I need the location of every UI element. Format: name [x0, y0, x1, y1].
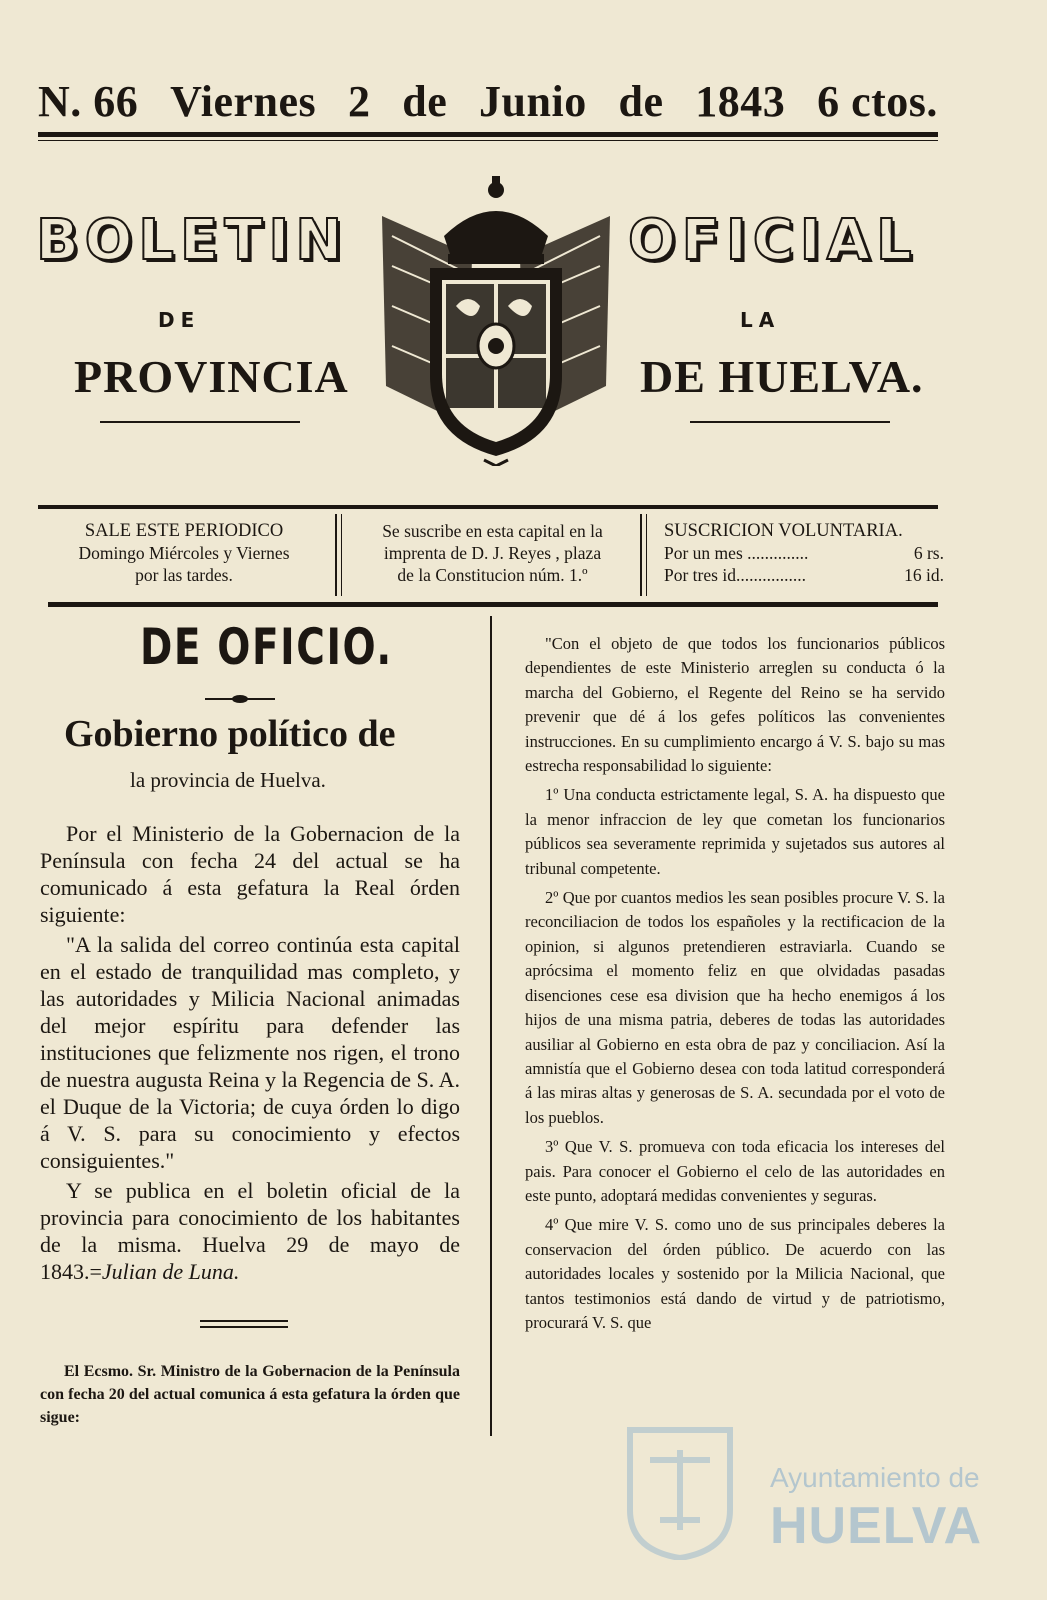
- right-paragraph-1: "Con el objeto de que todos los funcionarios públicos dependientes de este Ministerio arreglen su conducta ó la marcha del Gobierno, el Regente del Reino se ha servido prevenir que dé á los gefes políticos las convenientes instrucciones. En su cumplimiento encargo á V. S. bajo su mas estrecha responsabilidad lo siguiente:: [525, 634, 945, 776]
- coat-of-arms-icon: [372, 176, 620, 466]
- right-paragraph-4: 3º Que V. S. promueva con toda eficacia los intereses del pais. Para conocer el Gobierno el celo de las autoridades en este punto, adoptará medidas convenientes y seguras.: [525, 1137, 945, 1205]
- watermark-line-1: Ayuntamiento de: [770, 1462, 980, 1493]
- article-signature: Julian de Luna.: [101, 1259, 240, 1284]
- issue-de-1: de: [402, 77, 448, 126]
- info-price-row-1-value: 6 rs.: [913, 543, 944, 563]
- header-rule-thick: [38, 132, 938, 137]
- issue-month: Junio: [479, 77, 587, 126]
- left-separator-1: [200, 1320, 288, 1322]
- article-paragraph-3-text: Y se publica en el boletin oficial de la provincia para conocimiento de los habitantes de la misma. Huelva 29 de mayo de 1843.=: [40, 1178, 460, 1284]
- issue-year: 1843: [695, 77, 786, 126]
- article-title: Gobierno político de: [64, 713, 396, 755]
- masthead-small-right: LA: [740, 308, 781, 332]
- masthead-small-left: DE: [158, 308, 201, 332]
- info-price-title: SUSCRICION VOLUNTARIA.: [664, 521, 903, 541]
- left-separator-2: [200, 1326, 288, 1328]
- issue-price: 6 ctos.: [817, 77, 938, 126]
- info-schedule-line-3: por las tardes.: [135, 565, 233, 585]
- info-box-schedule: [44, 520, 324, 586]
- masthead-provincia: PROVINCIA: [74, 351, 349, 402]
- article-paragraph-3: [40, 1177, 460, 1285]
- right-paragraph-5: 4º Que mire V. S. como uno de sus principales deberes la conservacion del órden público. De acuerdo con las autoridades locales y sostenido por la Milicia Nacional, que tantos testimonios está dando de virtud y de patriotismo, procurará V. S. que: [525, 1215, 945, 1332]
- masthead-word-left: BOLETIN: [36, 208, 349, 273]
- article-paragraph-1: Por el Ministerio de la Gobernacion de la Península con fecha 24 del actual se ha comunicado á esta gefatura la Real órden siguiente:: [40, 821, 460, 927]
- info-subscribe-line-1: Se suscribe en esta capital en la: [382, 521, 603, 541]
- column-divider: [490, 616, 492, 1436]
- info-subscribe-line-3: de la Constitucion núm. 1.º: [397, 565, 588, 585]
- masthead-rule-left: [100, 421, 300, 423]
- right-paragraph-2: 1º Una conducta estrictamente legal, S. A. ha dispuesto que la menor infraccion de ley que cometan los funcionarios públicos sea severamente reprimida y sujetados sus autores al tribunal competente.: [525, 785, 945, 878]
- info-price-row-1-label: Por un mes ..............: [664, 543, 809, 563]
- issue-weekday: Viernes: [170, 77, 317, 126]
- article-paragraph-2: "A la salida del correo continúa esta capital en el estado de tranquilidad mas completo, y las autoridades y Milicia Nacional animadas del mejor espíritu para defender las instituciones que felizmente nos rigen, el trono de nuestra augusta Reina y la Regencia de S. A. el Duque de la Victoria; de cuya órden lo digo á V. S. para su conocimiento y efectos consiguientes.": [40, 932, 460, 1173]
- info-subscribe-line-2: imprenta de D. J. Reyes , plaza: [383, 543, 602, 563]
- issue-day: 2: [347, 77, 371, 126]
- header-rule-thin: [38, 140, 938, 141]
- masthead-word-right: OFICIAL: [628, 208, 918, 273]
- info-divider-1b: [341, 514, 342, 596]
- info-divider-2b: [646, 514, 647, 596]
- info-rule-top: [38, 505, 938, 509]
- ornament-icon: [205, 694, 275, 704]
- info-box-price: [664, 520, 944, 586]
- info-schedule-line-2: Domingo Miércoles y Viernes: [78, 543, 290, 563]
- article-subtitle: la provincia de Huelva.: [130, 768, 326, 792]
- watermark-line-2: HUELVA: [770, 1497, 983, 1555]
- info-divider-1: [335, 514, 337, 596]
- info-price-row-2-label: Por tres id................: [664, 565, 806, 585]
- info-price-row-2: [664, 564, 944, 586]
- right-paragraph-3: 2º Que por cuantos medios les sean posibles procure V. S. la reconciliacion de todos los españoles y la rectificacion de la opinion, si algunos pretendieren estraviarla. Cuando se aprócsima el momento feliz en que olvidadas pasadas disenciones cese esa division que ha hecho enemigos á los hijos de una misma patria, deberes de todas las autoridades ausiliar al Gobierno en esta obra de paz y conciliacion. Así la amnistía que el Gobierno desea con toda latitud corresponderá á las miras altas y generosas de S. A. secundada por el voto de los pueblos.: [525, 888, 945, 1127]
- info-price-row-2-value: 16 id.: [904, 565, 944, 585]
- masthead-de-huelva: DE HUELVA.: [640, 351, 924, 402]
- article-body-left: [40, 820, 460, 1288]
- info-rule-bottom: [48, 602, 938, 607]
- article-small-paragraph: El Ecsmo. Sr. Ministro de la Gobernacion de la Península con fecha 20 del actual comunica á esta gefatura la órden que sigue:: [40, 1363, 460, 1426]
- info-price-row-1: [664, 542, 944, 564]
- issue-header: [38, 76, 938, 127]
- masthead-rule-right: [690, 421, 890, 423]
- issue-de-2: de: [618, 77, 664, 126]
- info-box-subscribe: [350, 520, 635, 586]
- article-small-intro: [40, 1360, 460, 1429]
- info-schedule-line-1: SALE ESTE PERIODICO: [84, 521, 284, 541]
- issue-number: N. 66: [38, 77, 139, 126]
- section-title: DE OFICIO.: [140, 618, 393, 676]
- article-body-right: [525, 632, 945, 1340]
- info-divider-2: [640, 514, 642, 596]
